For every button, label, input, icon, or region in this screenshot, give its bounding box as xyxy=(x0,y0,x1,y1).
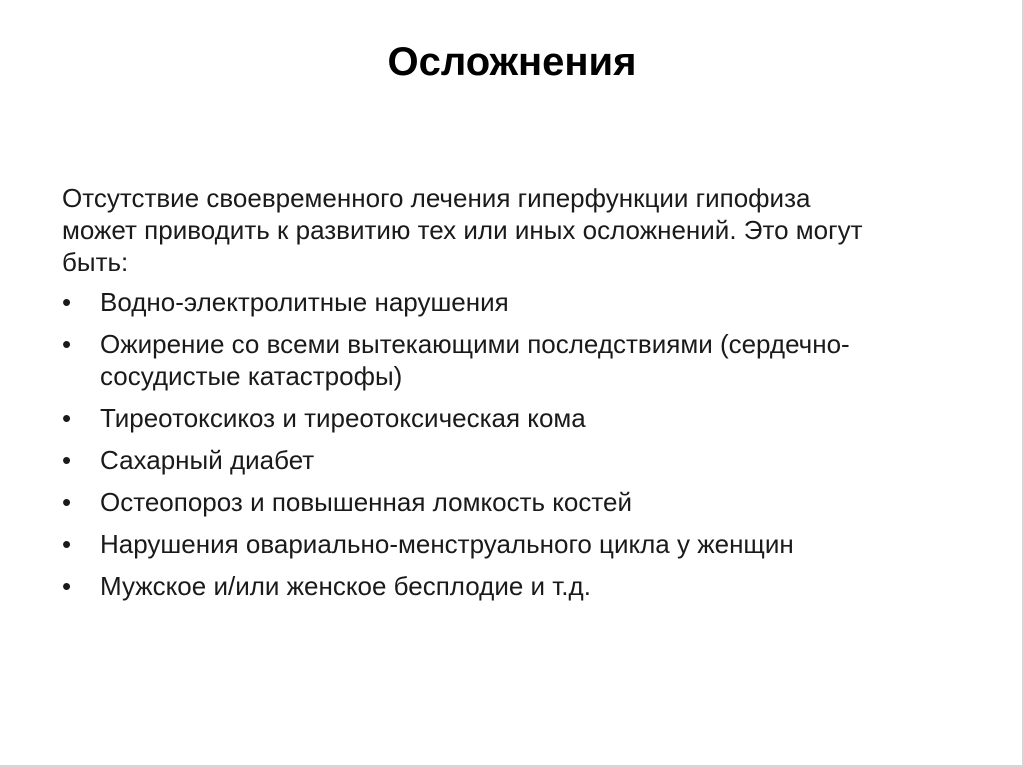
list-item xyxy=(62,328,882,392)
bullet-icon: • xyxy=(62,487,72,517)
list-item-text: Сахарный диабет xyxy=(100,445,315,475)
list-item xyxy=(62,444,882,476)
slide-title: Осложнения xyxy=(387,40,637,84)
bullet-icon: • xyxy=(62,329,72,359)
list-item-text: Водно-электролитные нарушения xyxy=(100,287,509,317)
list-item xyxy=(62,486,882,518)
list-item-text: Мужское и/или женское бесплодие и т.д. xyxy=(100,571,591,601)
bullet-icon: • xyxy=(62,287,72,317)
bullet-icon: • xyxy=(62,403,72,433)
list-item xyxy=(62,286,882,318)
list-item-text: Остеопороз и повышенная ломкость костей xyxy=(100,487,632,517)
list-item xyxy=(62,528,882,560)
list-item-text: Нарушения овариально-менструального цикла у женщин xyxy=(100,529,794,559)
slide-body xyxy=(62,182,882,612)
bullet-icon: • xyxy=(62,571,72,601)
bullet-list xyxy=(62,286,882,602)
list-item xyxy=(62,570,882,602)
bullet-icon: • xyxy=(62,445,72,475)
list-item-text: Ожирение со всеми вытекающими последствиями (сердечно-сосудистые катастрофы) xyxy=(100,329,850,391)
list-item xyxy=(62,402,882,434)
list-item-text: Тиреотоксикоз и тиреотоксическая кома xyxy=(100,403,586,433)
intro-paragraph: Отсутствие своевременного лечения гиперфункции гипофиза может приводить к развитию тех или иных осложнений. Это могут быть: xyxy=(62,183,863,277)
bullet-icon: • xyxy=(62,529,72,559)
